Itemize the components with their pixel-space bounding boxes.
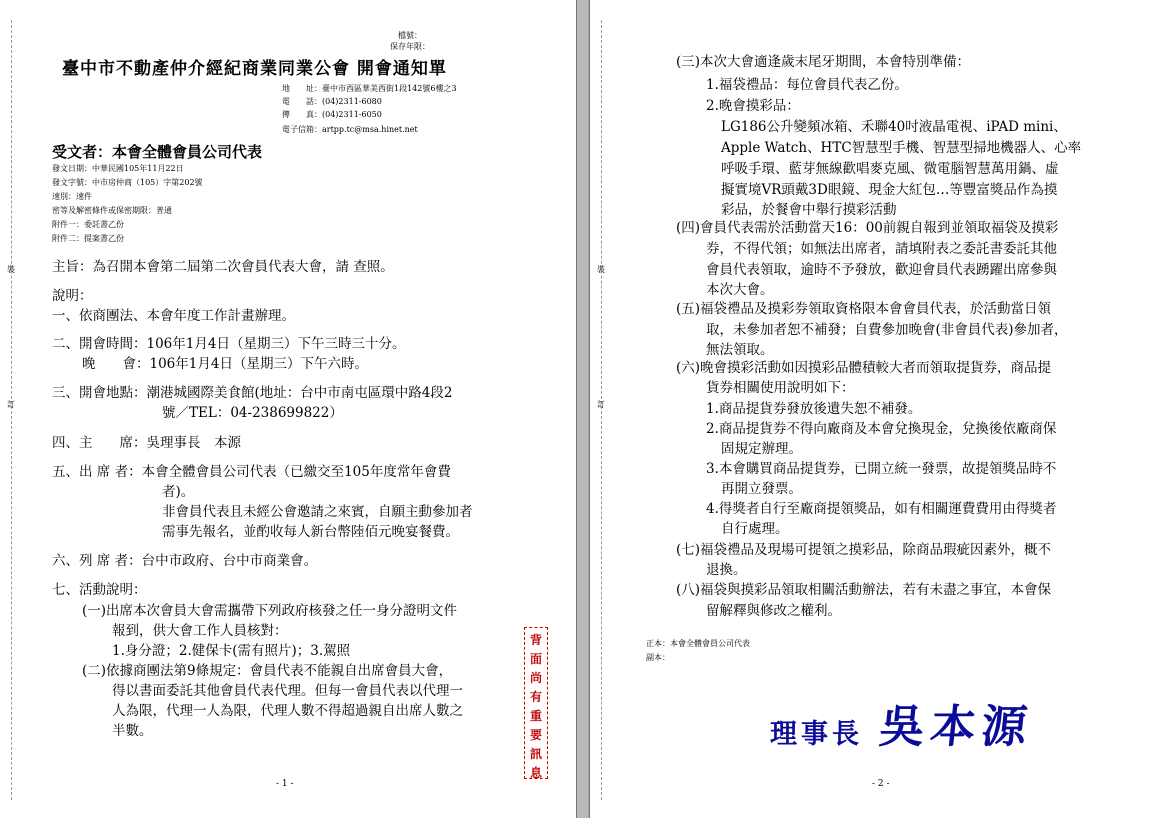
section-7-line-2: 退換。 [706, 562, 747, 578]
section-8-line-1: (八)福袋與摸彩品領取相關活動辦法，若有未盡之事宜，本會保 [676, 582, 1052, 598]
item-7: 七、活動說明： [52, 582, 147, 598]
binding-mark-top: 裝 [597, 265, 605, 274]
filing-number-label: 檔號： [398, 31, 422, 40]
page-gap [577, 0, 588, 818]
section-6-line-9: 自行處理。 [721, 521, 789, 537]
item-6: 六、列 席 者：台中市政府、台中市商業會。 [52, 553, 318, 569]
item-7-2-line-2: 得以書面委託其他會員代表代理。但每一會員代表以代理一 [112, 683, 463, 699]
section-3-line-3: 2.晚會摸彩品： [706, 98, 800, 114]
section-3-line-5: Apple Watch、HTC智慧型手機、智慧型掃地機器人、心率 [721, 140, 1082, 156]
section-3-line-1: (三)本次大會適逢歲末尾牙期間，本會特別準備： [676, 54, 971, 70]
section-6-line-8: 4.得獎者自行至廠商提領獎品，如有相關運費費用由得獎者 [706, 501, 1057, 517]
item-7-1-line-3: 1.身分證；2.健保卡(需有照片)；3.駕照 [112, 643, 351, 659]
section-3-line-8: 彩品，於餐會中舉行摸彩活動 [721, 202, 897, 218]
item-7-2-line-3: 人為限，代理一人為限，代理人數不得超過親自出席人數之 [112, 703, 463, 719]
section-3-line-4: LG186公升變頻冰箱、禾聯40吋液晶電視、iPAD mini、 [721, 119, 1067, 135]
contact-fax: 傳 真：(04)2311-6050 [282, 110, 382, 119]
original-recipient: 正本：本會全體會員公司代表 [646, 639, 750, 648]
binding-mark-mid: 訂 [597, 400, 605, 409]
binding-mark-mid: 訂 [7, 400, 15, 409]
section-6-line-5: 固規定辦理。 [721, 441, 802, 457]
document-page-2 [589, 0, 1169, 818]
item-4: 四、主 席：吳理事長 本源 [52, 435, 241, 451]
section-4-line-1: (四)會員代表需於活動當天16：00前親自報到並領取福袋及摸彩 [676, 220, 1059, 236]
binding-mark-top: 裝 [7, 265, 15, 274]
item-7-1-line-1: (一)出席本次會員大會需攜帶下列政府核發之任一身分證明文件 [82, 603, 458, 619]
meta-security: 密等及解密條件或保密期限：普通 [52, 206, 172, 215]
section-3-line-6: 呼吸手環、藍芽無線歡唱麥克風、微電腦智慧萬用鍋、虛 [721, 161, 1059, 177]
copy-recipient: 副本： [646, 653, 670, 662]
section-6-line-1: (六)晚會摸彩活動如因摸彩品體積較大者而領取提貨券，商品提 [676, 360, 1052, 376]
retention-label: 保存年限： [390, 42, 430, 51]
section-5-line-1: (五)福袋禮品及摸彩券領取資格限本會會員代表，於活動當日領 [676, 301, 1052, 317]
section-8-line-2: 留解釋與修改之權利。 [706, 603, 841, 619]
item-5-line-1: 五、出 席 者：本會全體會員公司代表（已繳交至105年度常年會費 [52, 464, 451, 480]
section-6-line-7: 再開立發票。 [721, 481, 802, 497]
explanation-label: 說明： [52, 288, 93, 304]
item-7-1-line-2: 報到，供大會工作人員核對： [112, 623, 288, 639]
section-4-line-3: 會員代表領取，逾時不予發放，歡迎會員代表踴躍出席參與 [706, 262, 1057, 278]
contact-phone: 電 話：(04)2311-6080 [282, 97, 382, 106]
section-6-line-4: 2.商品提貨券不得向廠商及本會兌換現金，兌換後依廠商保 [706, 421, 1057, 437]
section-7-line-1: (七)福袋禮品及現場可提領之摸彩品，除商品瑕疵因素外，概不 [676, 542, 1052, 558]
contact-address: 地 址：臺中市西區華美西街1段142號6樓之3 [282, 84, 457, 93]
signature-name: 吳本源 [876, 700, 1036, 753]
meta-attachment-2: 附件二：提案書乙份 [52, 234, 124, 243]
item-7-2-line-4: 半數。 [112, 723, 153, 739]
section-5-line-2: 取，未參加者恕不補發；自費參加晚會(非會員代表)參加者， [706, 322, 1068, 338]
page-number-2: - 2 - [872, 779, 890, 789]
item-1: 一、依商團法、本會年度工作計畫辦理。 [52, 308, 295, 324]
meta-attachment-1: 附件一：委託書乙份 [52, 220, 124, 229]
item-5-line-2: 者)。 [162, 484, 195, 500]
section-6-line-3: 1.商品提貨券發放後遺失恕不補發。 [706, 401, 922, 417]
item-7-2-line-1: (二)依據商團法第9條規定：會員代表不能親自出席會員大會， [82, 663, 453, 679]
item-2-line-1: 二、開會時間：106年1月4日（星期三）下午三時三十分。 [52, 336, 406, 352]
section-3-line-7: 擬實境VR頭戴3D眼鏡、現金大紅包…等豐富獎品作為摸 [721, 182, 1058, 198]
document-title: 臺中市不動產仲介經紀商業同業公會 開會通知單 [62, 59, 447, 79]
binding-line [11, 20, 13, 800]
item-5-line-4: 需事先報名，並酌收每人新台幣陸佰元晚宴餐費。 [162, 524, 459, 540]
section-5-line-3: 無法領取。 [706, 342, 774, 358]
section-4-line-4: 本次大會。 [706, 282, 774, 298]
item-2-line-2: 晚 會：106年1月4日（星期三）下午六時。 [82, 356, 368, 372]
back-side-notice-box: 背面尚有重要訊息 [524, 627, 548, 779]
meta-date: 發文日期：中華民國105年11月22日 [52, 164, 184, 173]
item-5-line-3: 非會員代表且未經公會邀請之來賓，自願主動參加者 [162, 504, 473, 520]
meta-speed: 速別：速件 [52, 192, 92, 201]
section-6-line-6: 3.本會購買商品提貨券，已開立統一發票，故提領獎品時不 [706, 461, 1057, 477]
page-number-1: - 1 - [276, 779, 294, 789]
document-page-1 [0, 0, 577, 818]
section-6-line-2: 貨券相關使用說明如下： [706, 380, 855, 396]
contact-email: 電子信箱：artpp.tc@msa.hinet.net [282, 125, 418, 134]
binding-line [601, 20, 603, 800]
section-3-line-2: 1.福袋禮品：每位會員代表乙份。 [706, 77, 908, 93]
signature-title: 理事長 [770, 719, 863, 750]
meta-doc-number: 發文字號：中市房仲商（105）字第202號 [52, 178, 203, 187]
subject-line: 主旨：為召開本會第二屆第二次會員代表大會，請 查照。 [52, 259, 394, 275]
item-3-line-1: 三、開會地點：潮港城國際美食館(地址：台中市南屯區環中路4段2 [52, 385, 453, 401]
recipient: 受文者：本會全體會員公司代表 [52, 143, 263, 161]
item-3-line-2: 號／TEL：04-238699822） [162, 405, 343, 421]
section-4-line-2: 券，不得代領；如無法出席者，請填附表之委託書委託其他 [706, 241, 1057, 257]
